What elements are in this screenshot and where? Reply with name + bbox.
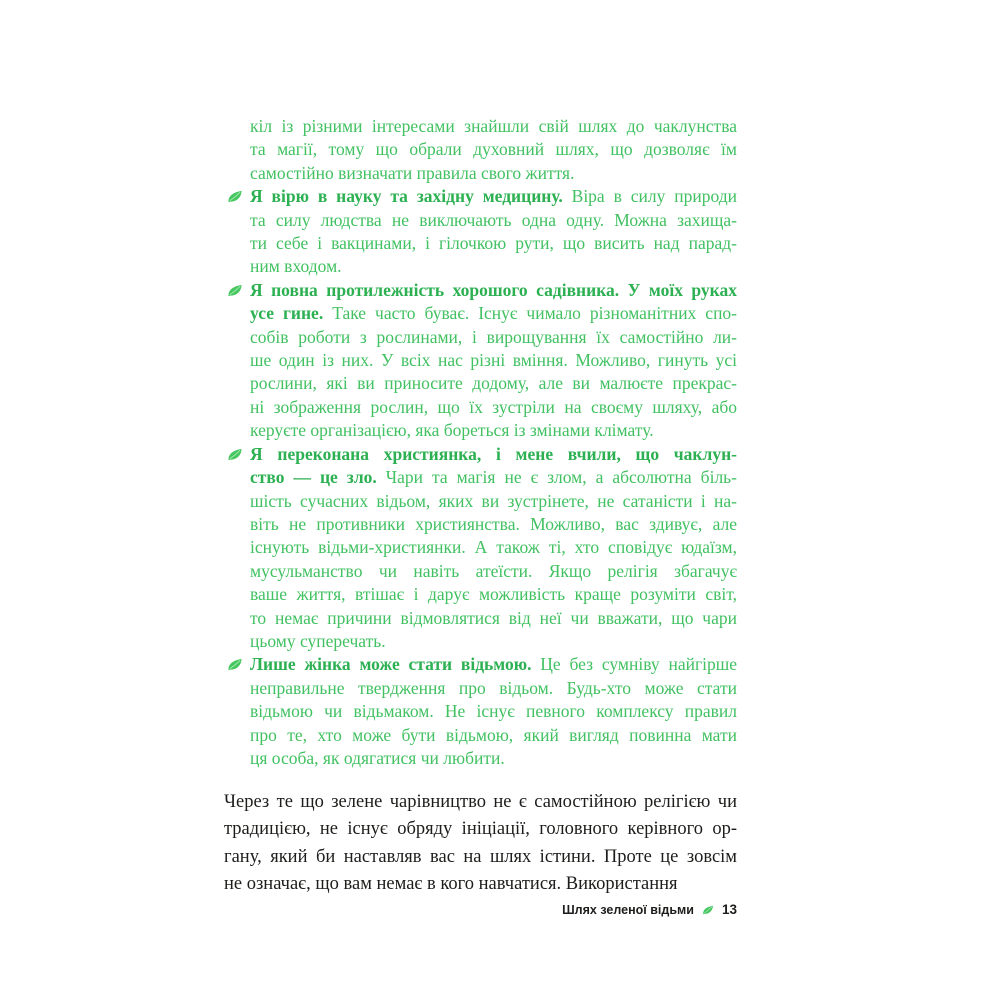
leaf-icon — [227, 448, 243, 461]
text-line: шість сучасних відьом, яких ви зустрінете, не сатаністи і на- — [250, 490, 737, 511]
list-item-text — [250, 653, 737, 770]
text-line: ця особа, як одягатися чи любити. — [250, 747, 505, 768]
text-line — [250, 466, 737, 489]
text-line: та силу людства не виключають одна одну. Можна захища- — [250, 209, 737, 230]
list-item — [250, 443, 737, 654]
text-line: неправильне твердження про відьом. Будь-хто може стати — [250, 677, 737, 698]
green-text-block — [250, 115, 737, 770]
text-line: ше один із них. У всіх нас різні вміння. Можливо, гинуть усі — [250, 350, 737, 371]
bullet-lead-text: Я повна протилежність хорошого садівника. У моїх руках — [250, 279, 737, 300]
text-line: Через те що зелене чарівництво не є самостійною релігією чи — [224, 792, 737, 812]
bullet-lead-text: усе гине. — [250, 303, 324, 324]
text-line: ним входом. — [250, 256, 342, 277]
text-line: собів роботи з рослинами, і вирощування їх самостійно ли- — [250, 326, 737, 347]
bullet-lead-text: Лише жінка може стати відьмою. — [250, 654, 532, 675]
list-item — [250, 279, 737, 443]
closing-paragraph — [224, 789, 737, 899]
list-item-text — [250, 443, 737, 654]
text-segment: Це без сумніву найгірше — [531, 654, 737, 675]
text-line: ні зображення рослин, що їх зустріли на своєму шляху, або — [250, 396, 737, 417]
text-line: мусульманство чи навіть атеїсти. Якщо релігія збагачує — [250, 560, 737, 581]
text-segment: Таке часто буває. Існує чимало різноманітних спо- — [323, 303, 738, 324]
text-line: рослини, які ви приносите додому, але ви малюєте прекрас- — [250, 373, 737, 394]
text-line: відьмою чи відьмаком. Не існує певного комплексу правил — [250, 701, 737, 722]
leaf-icon — [227, 190, 243, 203]
text-line: про те, хто може бути відьмою, який вигляд повинна мати — [250, 724, 737, 745]
running-title: Шлях зеленої відьми — [562, 902, 694, 917]
text-line: гану, який би наставляв вас на шлях істини. Проте це зовсім — [224, 846, 737, 867]
text-line — [250, 302, 737, 325]
list-item — [250, 653, 737, 770]
text-line: кіл із різними інтересами знайшли свій шлях до чаклунства — [250, 116, 737, 136]
text-segment: Віра в силу природи — [562, 186, 737, 207]
leaf-icon — [227, 658, 243, 671]
text-line: не означає, що вам немає в кого навчатися. Використання — [224, 874, 678, 895]
text-line: ваше життя, втішає і дарує можливість краще розуміти світ, — [250, 584, 737, 605]
text-segment: Чари та магія не є злом, а абсолютна біль- — [376, 467, 737, 488]
page-footer — [224, 902, 737, 917]
text-line — [250, 653, 737, 676]
text-line: віть не противники християнства. Можливо, вас здивує, але — [250, 513, 737, 534]
text-line: цьому суперечать. — [250, 630, 386, 651]
text-line: керуєте організацією, яка бореться із змінами клімату. — [250, 420, 654, 441]
list-item-text — [250, 185, 737, 279]
list-item-text — [250, 279, 737, 443]
intro-paragraph — [250, 115, 737, 185]
text-line: то немає причини відмовлятися від неї чи вважати, що чари — [250, 607, 737, 628]
bullet-lead-text: Я вірю в науку та західну медицину. — [250, 186, 563, 207]
list-item — [250, 185, 737, 279]
text-line: та магії, тому що обрали духовний шлях, що дозволяє їм — [250, 139, 737, 160]
page-number: 13 — [721, 902, 737, 917]
text-line: ти себе і вакцинами, і гілочкою рути, що висить над парад- — [250, 233, 737, 254]
bullet-lead-text: ство — це зло. — [250, 467, 377, 488]
text-line — [250, 279, 737, 302]
text-line: самостійно визначати правила свого життя. — [250, 162, 575, 183]
bullet-lead-text: Я переконана християнка, і мене вчили, що чаклун- — [250, 443, 737, 464]
text-line — [250, 443, 737, 466]
leaf-icon — [227, 284, 243, 297]
text-line — [250, 185, 737, 208]
text-line: існують відьми-християнки. А також ті, хто сповідує юдаїзм, — [250, 537, 737, 558]
text-line: традицією, не існує обряду ініціації, головного керівного ор- — [224, 819, 737, 840]
leaf-icon — [702, 905, 714, 915]
